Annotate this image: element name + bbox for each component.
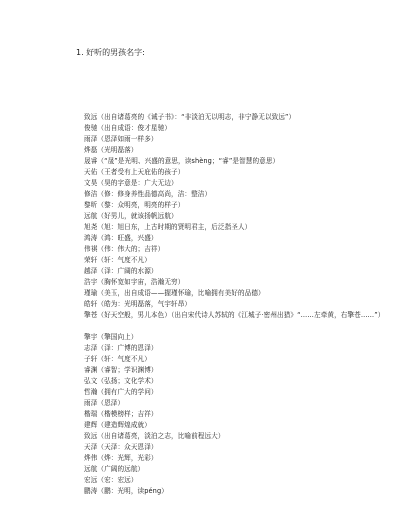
list-item: 鹏涛（鹏：光明，读péng） <box>84 487 168 495</box>
list-heading: 1. 好听的男孩名字: <box>76 48 145 57</box>
list-item: 黎昕（黎：众明亮，明亮的样子） <box>84 201 185 209</box>
list-item: 哲瀚（拥有广大的学问） <box>84 388 158 396</box>
list-item: 鸿涛（鸿：旺盛，兴盛） <box>84 234 158 242</box>
list-item: 俊驰（出自成语：俊才星驰） <box>84 124 172 132</box>
list-item: 旭尧（旭：旭日东，上古时期的贤明君主，后泛指圣人） <box>84 223 252 231</box>
list-item: 远航（广阔的远航） <box>84 465 145 473</box>
list-item: 建辉（建造辉煌成就） <box>84 421 151 429</box>
list-item: 瑾瑜（美玉，出自成语——握瑾怀瑜，比喻拥有美好的品德） <box>84 289 265 297</box>
list-item: 致远（出自诸葛亮的《诫子书》：“非淡泊无以明志，非宁静无以致远”） <box>84 113 296 121</box>
list-item: 弘文（弘扬；文化学术） <box>84 377 158 385</box>
list-item: 雨泽（恩泽） <box>84 399 125 407</box>
list-item: 浩宇（胸怀宽如宇宙，浩瀚无穷） <box>84 278 185 286</box>
name-list <box>84 112 396 497</box>
list-item: 伟祺（伟：伟大的；吉祥） <box>84 245 165 253</box>
list-item: 雨泽（恩泽如雨一样多） <box>84 135 158 143</box>
list-item: 擎宇（擎国向上） <box>84 333 138 341</box>
list-item: 天佑（王者受有上天庇佑的孩子） <box>84 168 185 176</box>
list-item: 皓轩（皓为：光明磊落，气宇轩昂） <box>84 300 192 308</box>
list-item: 文昊（昊的字意是：广大无边） <box>84 179 178 187</box>
list-item: 睿渊（睿智；学识渊博） <box>84 366 158 374</box>
list-item: 烨伟（烨：光辉，光彩） <box>84 454 158 462</box>
list-item: 宏远（宏：宏远） <box>84 476 138 484</box>
list-item: 致远（出自诸葛亮，淡泊之志，比喻前程远大） <box>84 432 225 440</box>
list-item: 擎苍（好天空般，男儿本色）（出自宋代诗人苏轼的《江城子·密州出猎》“……左牵黄，右擎苍……”） <box>84 311 385 319</box>
list-item: 远航（好男儿，就该扬帆远航） <box>84 212 178 220</box>
list-item: 越泽（泽：广阔的水源） <box>84 267 158 275</box>
list-item: 烨磊（光明磊落） <box>84 146 138 154</box>
list-item: 修洁（修：修身养性品德高尚，洁：整洁） <box>84 190 212 198</box>
list-item: 天泽（天泽：众天恩泽） <box>84 443 158 451</box>
list-item: 楷瑞（楷模榜样；吉祥） <box>84 410 158 418</box>
list-item: 晟睿（“晟”是光明、兴盛的意思，读shèng；“睿”是智慧的意思） <box>84 157 280 165</box>
list-item: 荣轩（轩：气度不凡） <box>84 256 151 264</box>
list-item: 志泽（泽：广博的恩泽） <box>84 344 158 352</box>
list-item: 子轩（轩：气度不凡） <box>84 355 151 363</box>
